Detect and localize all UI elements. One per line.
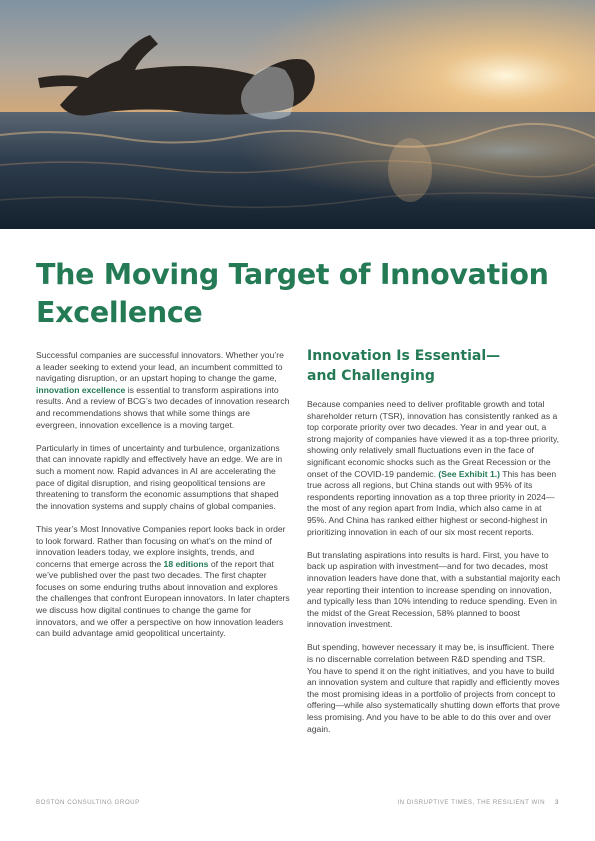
eighteen-editions-link[interactable]: 18 editions [163,558,209,569]
page-title: The Moving Target of Innovation Excellence [36,258,549,329]
innovation-excellence-link[interactable]: innovation excellence [36,384,126,395]
section-heading: Innovation Is Essential— and Challenging [307,348,501,384]
see-exhibit-link[interactable]: (See Exhibit 1.) [438,468,500,479]
page-number: 3 [555,799,559,806]
priority-paragraph: Because companies need to deliver profitable growth and total shareholder return (TSR), innovation has consistently ranked as a top corporate priority over two decades. Year in and year out, a strong majority of companies have viewed it as a top-three priority, showing only relatively small fluctuations even in the face of significant economic shocks such as the Great Recession or the onset of the COVID-19 pandemic. (See Exhibit 1.) This has been true across all regions, but China stands out with 95% of its respondents reporting innovation as a top three priority in 2024—the most of any region apart from India, which also came in at 95%. And China has ranked either highest or second-highest in prioritizing innovation in each of our six most recent reports. [307,399,560,537]
right-column [307,399,561,747]
investment-paragraph: But translating aspirations into results is hard. First, you have to back up aspiration with investment—and for two decades, most innovation leaders have done that, with a substantial majority each year reporting their intention to increase spending on innovation, and typically less than 10% intending to reduce spending. Even in the midst of the Great Recession, 58% planned to boost innovation investment. [307,549,561,630]
report-paragraph: This year’s Most Innovative Companies report looks back in order to look forward. Rather than focusing on what’s on the mind of innovation leaders today, we explore insights, trends, and concerns that emerge across the 18 editions of the report that we’ve published over the past two decades. The first chapter focuses on some enduring truths about innovation and explores the challenges that confront European innovators. In later chapters we discuss how digital continues to change the game for innovators, and we offer a perspective on how innovation leaders can build advantage amid geopolitical uncertainty. [36,523,290,639]
left-column [36,350,290,651]
footer-running-title: IN DISRUPTIVE TIMES, THE RESILIENT WIN 3 [397,799,559,806]
hero-image [0,0,595,229]
uncertainty-paragraph: Particularly in times of uncertainty and turbulence, organizations that can innovate rapidly and effectively have an edge. We are in such a moment now. Rapid advances in AI are accelerating the pace of digital disruption, and rising geopolitical tensions are threatening to transform the economic assumptions that shaped the innovation systems and supply chains of global companies. [36,442,283,511]
intro-paragraph: Successful companies are successful innovators. Whether you’re a leader seeking to extend your lead, an incumbent committed to navigating disruption, or an upstart hoping to change the game, innovation excellence is essential to transform aspirations into results. And a review of BCG’s two decades of innovation research and recommendations shows that while some things are evergreen, innovation excellence is a moving target. [36,350,290,430]
footer-publisher: BOSTON CONSULTING GROUP [36,799,140,806]
spending-paragraph: But spending, however necessary it may be, is insufficient. There is no discernable correlation between R&D spending and TSR. You have to spend it on the right initiatives, and you have to build an innovation system and culture that rapidly and efficiently moves the most promising ideas in a portfolio of projects from concept to offering—while also systematically shutting down efforts that prove less promising. And you have to be able to do this over and over again. [307,642,560,734]
